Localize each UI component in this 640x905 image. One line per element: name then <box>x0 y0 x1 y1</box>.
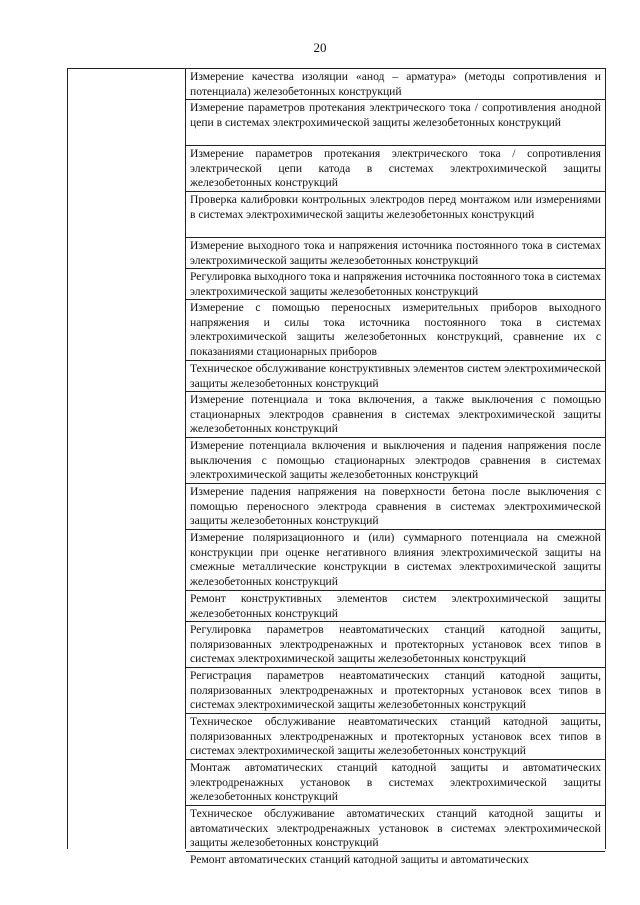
table-row: Регулировка параметров неавтоматических станций катодной защиты, поляризованных электродренажных и протекторных установок всех типов в системах электрохимической защиты железобетонных конструкций <box>186 622 605 668</box>
table-row: Техническое обслуживание конструктивных элементов систем электрохимической защиты железобетонных конструкций <box>186 361 605 392</box>
page-number: 20 <box>313 40 327 55</box>
table-row: Измерение параметров протекания электрического тока / сопротивления анодной цепи в системах электрохимической защиты железобетонных конструкций <box>186 100 605 146</box>
table-row: Измерение качества изоляции «анод – арматура» (методы сопротивления и потенциала) железобетонных конструкций <box>186 69 605 100</box>
table-row: Техническое обслуживание неавтоматических станций катодной защиты, поляризованных электродренажных и протекторных установок всех типов в системах электрохимической защиты железобетонных конструкций <box>186 714 605 760</box>
table-row: Измерение потенциала и тока включения, а также выключения с помощью стационарных электродов сравнения в системах электрохимической защиты железобетонных конструкций <box>186 392 605 438</box>
table-row: Измерение поляризационного и (или) суммарного потенциала на смежной конструкции при оценке негативного влияния электрохимической защиты на смежные металлические конструкции в системах электрохимической защиты железобетонных конструкций <box>186 530 605 591</box>
table-row: Проверка калибровки контрольных электродов перед монтажом или измерениями в системах электрохимической защиты железобетонных конструкций <box>186 192 605 238</box>
table-row: Измерение потенциала включения и выключения и падения напряжения после выключения с помощью стационарных электродов сравнения в системах электрохимической защиты железобетонных конструкций <box>186 438 605 484</box>
table-row: Измерение выходного тока и напряжения источника постоянного тока в системах электрохимической защиты железобетонных конструкций <box>186 238 605 269</box>
table-left-column <box>68 69 186 849</box>
work-functions-table <box>67 68 606 866</box>
table-row: Ремонт конструктивных элементов систем электрохимической защиты железобетонных конструкций <box>186 591 605 622</box>
table-row: Техническое обслуживание автоматических станций катодной защиты и автоматических электродренажных установок в системах электрохимической защиты железобетонных конструкций <box>186 806 605 852</box>
table-row: Регистрация параметров неавтоматических станций катодной защиты, поляризованных электродренажных и протекторных установок всех типов в системах электрохимической защиты железобетонных конструкций <box>186 668 605 714</box>
table-rows <box>186 69 605 868</box>
table-row: Измерение с помощью переносных измерительных приборов выходного напряжения и силы тока источника постоянного тока в системах электрохимической защиты железобетонных конструкций, сравнение их с показаниями стационарных приборов <box>186 300 605 361</box>
table-row: Регулировка выходного тока и напряжения источника постоянного тока в системах электрохимической защиты железобетонных конструкций <box>186 269 605 300</box>
table-row: Ремонт автоматических станций катодной защиты и автоматических <box>190 853 529 866</box>
table-row: Измерение падения напряжения на поверхности бетона после выключения с помощью переносного электрода сравнения в системах электрохимической защиты железобетонных конструкций <box>186 484 605 530</box>
table-row: Монтаж автоматических станций катодной защиты и автоматических электродренажных установок в системах электрохимической защиты железобетонных конструкций <box>186 760 605 806</box>
table-row: Измерение параметров протекания электрического тока / сопротивления электрической цепи катода в системах электрохимической защиты железобетонных конструкций <box>186 146 605 192</box>
